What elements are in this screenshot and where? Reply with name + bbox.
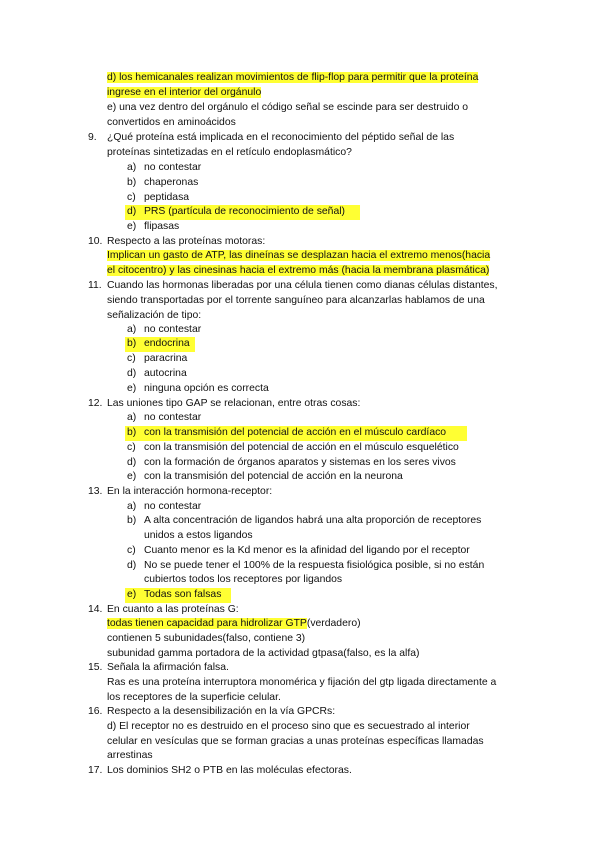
- q16-answer-line2: celular en vesículas que se forman gracias a unas proteínas específicas llamadas: [107, 736, 484, 747]
- q14-answer-line2: contienen 5 subunidades(falso, contiene 3): [107, 633, 306, 644]
- question-9-text-line1: ¿Qué proteína está implicada en el reconocimiento del péptido señal de las: [107, 132, 455, 143]
- q12-option-b-text: con la transmisión del potencial de acción en el músculo cardíaco: [144, 427, 447, 438]
- q15-answer-line1: Ras es una proteína interruptora monomérica y fijación del gtp ligada directamente a: [107, 677, 497, 688]
- q9-option-c-text: peptidasa: [144, 192, 190, 203]
- q11-option-a-letter: a): [127, 324, 137, 335]
- question-12-number: 12.: [88, 398, 103, 409]
- question-15-text: Señala la afirmación falsa.: [107, 662, 229, 673]
- q12-option-a-letter: a): [127, 412, 137, 423]
- question-13-text: En la interacción hormona-receptor:: [107, 486, 273, 497]
- q13-option-c-text: Cuanto menor es la Kd menor es la afinidad del ligando por el receptor: [144, 545, 470, 556]
- question-12-text: Las uniones tipo GAP se relacionan, entre otras cosas:: [107, 398, 361, 409]
- question-11-number: 11.: [88, 280, 102, 291]
- q13-option-d-text-line1: No se puede tener el 100% de la respuesta fisiológica posible, si no están: [144, 560, 485, 571]
- q13-option-e-letter: e): [127, 589, 137, 600]
- q13-option-b-text-line1: A alta concentración de ligandos habrá una alta proporción de receptores: [144, 515, 482, 526]
- q9-option-a-letter: a): [127, 162, 137, 173]
- q13-option-e-text: Todas son falsas: [144, 589, 222, 600]
- q15-answer-line2: los receptores de la superficie celular.: [107, 692, 281, 703]
- q9-option-d-text: PRS (partícula de reconocimiento de señal): [144, 206, 345, 217]
- q9-option-b-letter: b): [127, 177, 137, 188]
- q12-option-e-text: con la transmisión del potencial de acción en la neurona: [144, 471, 403, 482]
- question-9-text-line2: proteínas sintetizadas en el retículo endoplasmático?: [107, 147, 352, 158]
- q12-option-d-letter: d): [127, 457, 137, 468]
- q14-answer-line3: subunidad gamma portadora de la actividad gtpasa(falso, es la alfa): [107, 648, 420, 659]
- q12-option-c-letter: c): [127, 442, 136, 453]
- question-16-text: Respecto a la desensibilización en la vía GPCRs:: [107, 706, 336, 717]
- question-14-text: En cuanto a las proteínas G:: [107, 604, 239, 615]
- q11-option-e-text: ninguna opción es correcta: [144, 383, 269, 394]
- q9-option-c-letter: c): [127, 192, 136, 203]
- question-16-number: 16.: [88, 706, 103, 717]
- q13-option-d-text-line2: cubiertos todos los receptores por ligandos: [144, 574, 343, 585]
- q12-option-c-text: con la transmisión del potencial de acción en el músculo esquelético: [144, 442, 459, 453]
- q10-answer-line1: Implican un gasto de ATP, las dineínas se desplazan hacia el extremo menos(hacia: [107, 250, 491, 261]
- q12-option-e-letter: e): [127, 471, 137, 482]
- q11-option-c-letter: c): [127, 353, 136, 364]
- q13-option-a-letter: a): [127, 501, 137, 512]
- q13-option-b-text-line2: unidos a estos ligandos: [144, 530, 253, 541]
- q9-option-a-text: no contestar: [144, 162, 202, 173]
- question-13-number: 13.: [88, 486, 103, 497]
- prev-option-d-line1: d) los hemicanales realizan movimientos de flip-flop para permitir que la proteína: [107, 72, 479, 83]
- prev-option-e-line2: convertidos en aminoácidos: [107, 117, 236, 128]
- q13-option-a-text: no contestar: [144, 501, 202, 512]
- q11-option-c-text: paracrina: [144, 353, 188, 364]
- q12-option-d-text: con la formación de órganos aparatos y sistemas en los seres vivos: [144, 457, 456, 468]
- q11-option-b-text: endocrina: [144, 338, 190, 349]
- question-9-number: 9.: [88, 132, 97, 143]
- q13-option-d-letter: d): [127, 560, 137, 571]
- q13-option-c-letter: c): [127, 545, 136, 556]
- question-14-number: 14.: [88, 604, 103, 615]
- q11-option-a-text: no contestar: [144, 324, 202, 335]
- question-17-text: Los dominios SH2 o PTB en las moléculas efectoras.: [107, 765, 352, 776]
- q13-option-b-letter: b): [127, 515, 137, 526]
- q11-option-b-letter: b): [127, 338, 137, 349]
- q14-answer-line1: todas tienen capacidad para hidrolizar GTP(verdadero): [107, 618, 361, 629]
- q11-option-d-letter: d): [127, 368, 137, 379]
- q9-option-e-letter: e): [127, 221, 137, 232]
- q11-option-d-text: autocrina: [144, 368, 187, 379]
- q9-option-e-text: flipasas: [144, 221, 180, 232]
- q16-answer-line3: arrestinas: [107, 750, 153, 761]
- q9-option-b-text: chaperonas: [144, 177, 199, 188]
- question-11-text-line1: Cuando las hormonas liberadas por una célula tienen como dianas células distantes,: [107, 280, 498, 291]
- question-17-number: 17.: [88, 765, 103, 776]
- q11-option-e-letter: e): [127, 383, 137, 394]
- q9-option-d-letter: d): [127, 206, 137, 217]
- q16-answer-line1: d) El receptor no es destruido en el proceso sino que es secuestrado al interior: [107, 721, 470, 732]
- prev-option-d-line2: ingrese en el interior del orgánulo: [107, 87, 262, 98]
- q12-option-b-letter: b): [127, 427, 137, 438]
- prev-option-e-line1: e) una vez dentro del orgánulo el código señal se escinde para ser destruido o: [107, 102, 469, 113]
- question-11-text-line3: señalización de tipo:: [107, 310, 202, 321]
- question-10-number: 10.: [88, 236, 103, 247]
- q12-option-a-text: no contestar: [144, 412, 202, 423]
- question-11-text-line2: siendo transportadas por el torrente sanguíneo para alcanzarlas hablamos de una: [107, 295, 485, 306]
- question-15-number: 15.: [88, 662, 103, 673]
- q10-answer-line2: el citocentro) y las cinesinas hacia el extremo más (hacia la membrana plasmática): [107, 265, 490, 276]
- question-10-text: Respecto a las proteínas motoras:: [107, 236, 266, 247]
